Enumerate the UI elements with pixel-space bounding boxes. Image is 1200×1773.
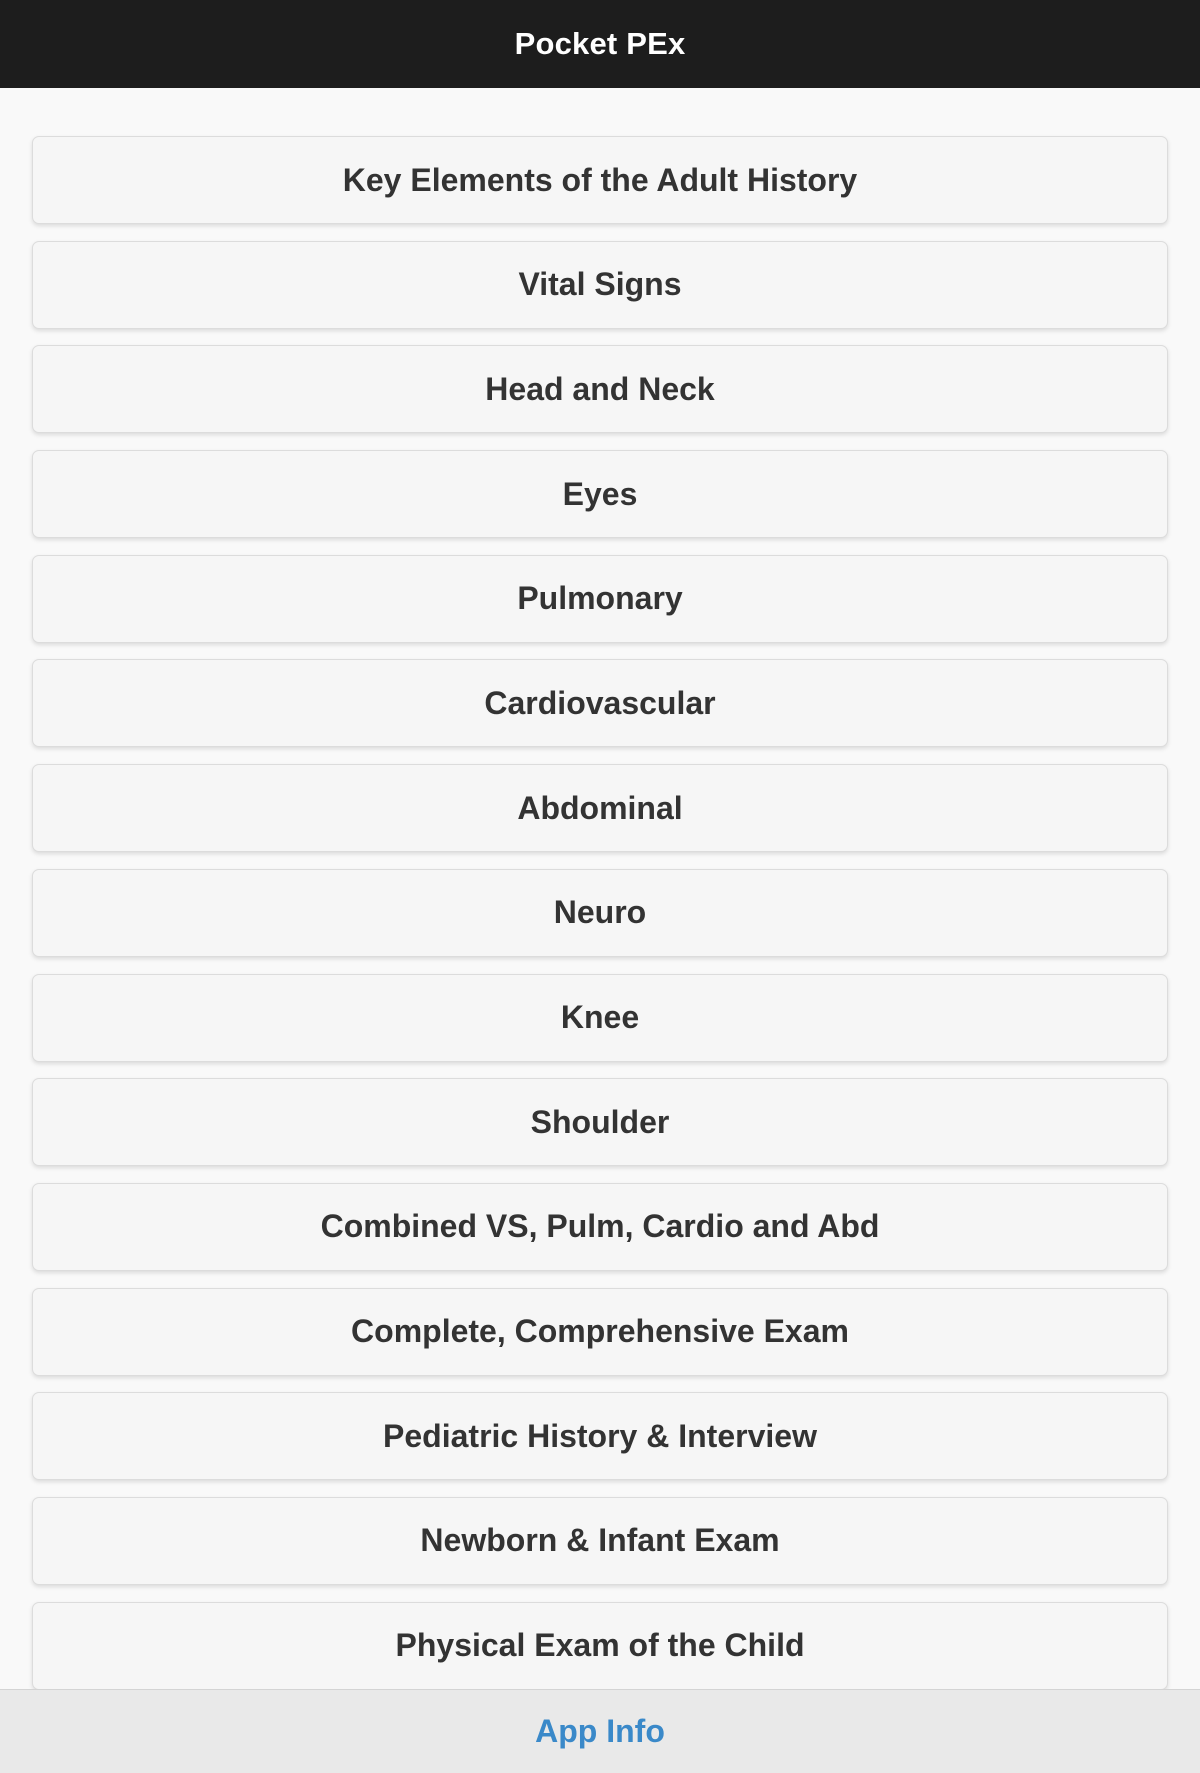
menu-item-label: Physical Exam of the Child — [395, 1627, 805, 1664]
menu-item-label: Shoulder — [530, 1103, 670, 1140]
app-info-link[interactable]: App Info — [535, 1713, 665, 1749]
menu-item-shoulder[interactable] — [32, 1078, 1168, 1166]
menu-item-label: Head and Neck — [485, 370, 715, 407]
menu-item-neuro[interactable] — [32, 869, 1168, 957]
menu-item-label: Vital Signs — [518, 266, 682, 303]
menu-item-child-exam[interactable] — [32, 1602, 1168, 1690]
menu-item-knee[interactable] — [32, 974, 1168, 1062]
menu-item-pulmonary[interactable] — [32, 555, 1168, 643]
menu-item-newborn-infant-exam[interactable] — [32, 1497, 1168, 1585]
menu-item-comprehensive-exam[interactable] — [32, 1288, 1168, 1376]
topic-menu — [32, 136, 1168, 1706]
menu-item-label: Knee — [560, 999, 640, 1035]
menu-item-head-and-neck[interactable] — [32, 345, 1168, 433]
menu-item-label: Key Elements of the Adult History — [342, 161, 858, 198]
menu-item-label: Newborn & Infant Exam — [420, 1522, 780, 1559]
menu-item-label: Complete, Comprehensive Exam — [351, 1313, 849, 1350]
app-header — [0, 0, 1200, 88]
menu-item-label: Combined VS, Pulm, Cardio and Abd — [320, 1208, 880, 1245]
menu-item-label: Cardiovascular — [484, 684, 716, 721]
menu-item-adult-history[interactable] — [32, 136, 1168, 224]
menu-item-cardiovascular[interactable] — [32, 659, 1168, 747]
menu-item-label: Eyes — [562, 475, 638, 512]
menu-item-eyes[interactable] — [32, 450, 1168, 538]
menu-item-vital-signs[interactable] — [32, 241, 1168, 329]
menu-item-abdominal[interactable] — [32, 764, 1168, 852]
menu-item-pediatric-history[interactable] — [32, 1392, 1168, 1480]
menu-item-label: Pulmonary — [517, 580, 683, 617]
menu-item-label: Neuro — [553, 894, 647, 931]
page-title: Pocket PEx — [514, 26, 686, 61]
menu-item-label: Abdominal — [517, 789, 683, 826]
footer-bar — [0, 1689, 1200, 1773]
menu-item-combined-exam[interactable] — [32, 1183, 1168, 1271]
menu-item-label: Pediatric History & Interview — [383, 1417, 817, 1454]
